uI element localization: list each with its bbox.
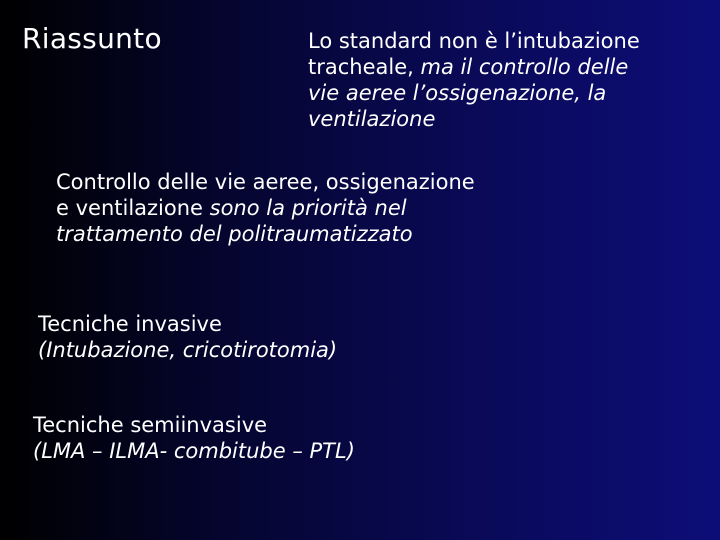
italic-text-line: vie aeree l’ossigenazione, la xyxy=(308,81,607,105)
italic-text-line: trattamento del politraumatizzato xyxy=(56,222,413,246)
text-line xyxy=(56,195,475,221)
italic-text-segment: ma il controllo delle xyxy=(420,55,629,79)
summary-paragraph-priority xyxy=(56,169,475,247)
text-line: Controllo delle vie aeree, ossigenazione xyxy=(56,170,475,194)
text-line xyxy=(308,54,640,80)
slide-title: Riassunto xyxy=(22,22,162,55)
text-line: Tecniche invasive xyxy=(38,312,222,336)
text-line: Tecniche semiinvasive xyxy=(33,413,268,437)
italic-text-line: (LMA – ILMA- combitube – PTL) xyxy=(33,439,355,463)
invasive-techniques xyxy=(38,311,337,363)
summary-paragraph-standard xyxy=(308,28,640,132)
semi-invasive-techniques xyxy=(33,412,355,464)
italic-text-line: ventilazione xyxy=(308,107,436,131)
text-segment: e ventilazione xyxy=(56,196,210,220)
text-line: Lo standard non è l’intubazione xyxy=(308,29,640,53)
italic-text-segment: sono la priorità nel xyxy=(209,196,407,220)
text-segment: tracheale, xyxy=(308,55,421,79)
italic-text-line: (Intubazione, cricotirotomia) xyxy=(38,338,338,362)
